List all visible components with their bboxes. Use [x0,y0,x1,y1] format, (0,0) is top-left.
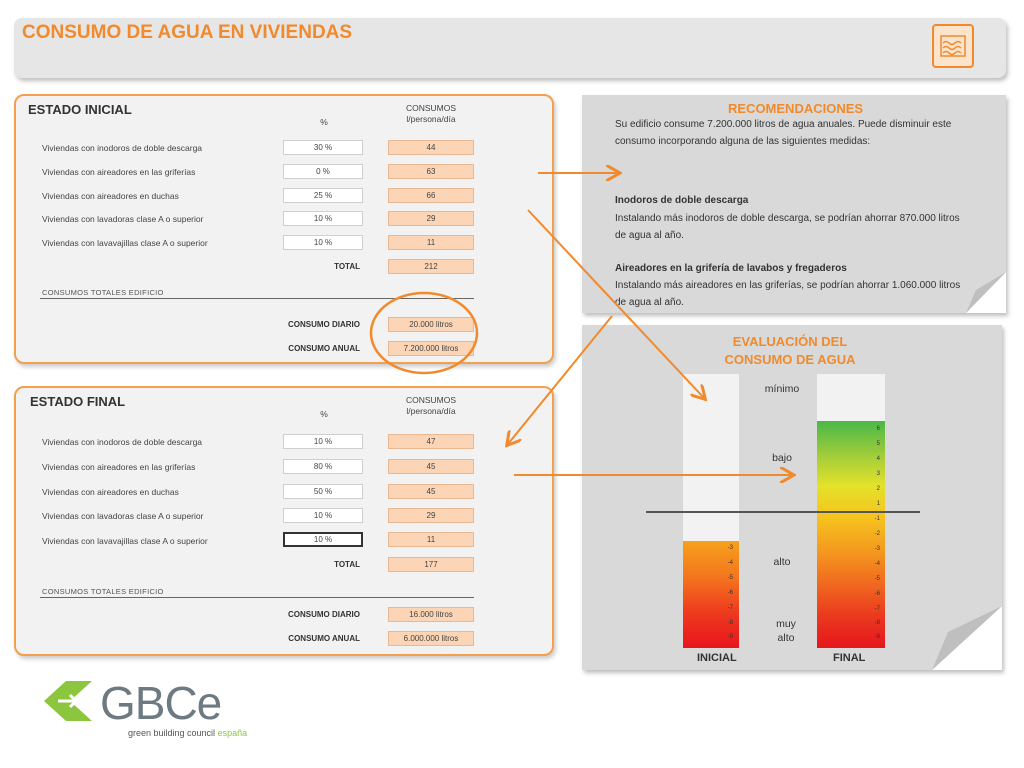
final-tick: -6 [874,591,880,597]
final-tick: -5 [874,576,880,582]
recommendation-text: Instalando más inodoros de doble descarga, se podrían ahorrar 870.000 litros de agua al año. [615,213,960,241]
final-tick: 3 [876,471,880,477]
final-consumption-value: 47 [388,434,474,449]
recommendations-intro: Su edificio consume 7.200.000 litros de agua anuales. Puede disminuir este consumo incorporando alguna de las siguientes medidas: [615,119,952,147]
initial-row-label: Viviendas con aireadores en las griferías [42,167,196,177]
final-row-label: Viviendas con lavadoras clase A o superior [42,511,204,521]
initial-daily-value: 20.000 litros [388,317,474,332]
final-tick: -3 [874,546,880,552]
gbce-leaf-logo-icon [40,676,102,726]
recommendation-heading: Inodoros de doble descarga [615,195,749,206]
final-tick: 5 [876,441,880,447]
initial-consumption-value: 29 [388,211,474,226]
final-row-label: Viviendas con inodoros de doble descarga [42,437,203,447]
final-total-value: 177 [388,557,474,572]
final-row-label: Viviendas con aireadores en duchas [42,487,179,497]
final-tick: -7 [874,606,880,612]
initial-annual-label: CONSUMO ANUAL [288,344,360,353]
final-annual-label: CONSUMO ANUAL [288,634,360,643]
final-state-title: ESTADO FINAL [30,394,126,409]
initial-section-label: CONSUMOS TOTALES EDIFICIO [42,288,164,297]
recommendation-text: Instalando más aireadores en las griferías, se podrían ahorrar 1.060.000 litros de agua al año. [615,280,961,308]
initial-bar-label: INICIAL [697,652,737,664]
arrow-to-final-state [508,316,612,444]
initial-pct-input[interactable]: 30 % [283,140,363,155]
final-bar-label: FINAL [833,652,866,664]
final-section-label: CONSUMOS TOTALES EDIFICIO [42,587,164,596]
final-tick: -9 [874,634,880,640]
final-pct-input[interactable]: 10 % [283,434,363,449]
level-label-min: mínimo [764,383,800,395]
pct-column-header: % [320,117,328,127]
final-row-label: Viviendas con aireadores en las griferías [42,462,196,472]
final-consumption-value: 29 [388,508,474,523]
initial-tick: -9 [727,634,733,640]
initial-tick: -6 [727,590,733,596]
final-pct-input[interactable]: 80 % [283,459,363,474]
initial-consumption-value: 44 [388,140,474,155]
arrow-to-initial-bar [528,210,704,398]
initial-pct-input[interactable]: 10 % [283,211,363,226]
initial-tick: -5 [727,575,733,581]
recommendations-title: RECOMENDACIONES [728,101,864,116]
level-label-high: alto [773,556,791,568]
initial-pct-input[interactable]: 0 % [283,164,363,179]
consumption-column-header: CONSUMOS l/persona/día [405,103,457,124]
initial-tick: -3 [727,545,733,551]
initial-total-label: TOTAL [334,262,360,271]
initial-row-label: Viviendas con lavadoras clase A o superior [42,214,204,224]
final-tick: 2 [876,486,880,492]
level-label-low: bajo [772,452,792,464]
gbce-logo-text: GBCe [100,677,222,729]
consumption-column-header: CONSUMOS l/persona/día [405,395,457,416]
final-tick: 1 [876,501,880,507]
level-label-very-high: muy alto [776,618,796,644]
initial-consumption-value: 63 [388,164,474,179]
final-tick: -4 [874,561,880,567]
final-tick: -2 [874,531,880,537]
page-title: CONSUMO DE AGUA EN VIVIENDAS [22,22,353,43]
final-pct-input[interactable]: 10 % [283,508,363,523]
final-consumption-value: 45 [388,459,474,474]
final-tick: -8 [874,620,880,626]
initial-tick: -7 [727,605,733,611]
final-annual-value: 6.000.000 litros [388,631,474,646]
final-tick: 6 [876,426,880,432]
gbce-logo-subtitle: green building council españa [128,728,248,738]
initial-row-label: Viviendas con lavavajillas clase A o superior [42,238,208,248]
initial-state-title: ESTADO INICIAL [28,102,132,117]
initial-total-value: 212 [388,259,474,274]
final-daily-label: CONSUMO DIARIO [288,610,360,619]
initial-pct-input[interactable]: 10 % [283,235,363,250]
pct-column-header: % [320,409,328,419]
initial-tick: -4 [727,560,733,566]
final-row-label: Viviendas con lavavajillas clase A o superior [42,536,208,546]
final-consumption-value: 45 [388,484,474,499]
final-tick: 4 [876,456,880,462]
final-tick: -1 [874,516,880,522]
final-pct-input-selected[interactable]: 10 % [283,532,363,547]
final-total-label: TOTAL [334,560,360,569]
initial-tick: -8 [727,620,733,626]
final-consumption-value: 11 [388,532,474,547]
initial-daily-label: CONSUMO DIARIO [288,320,360,329]
final-daily-value: 16.000 litros [388,607,474,622]
evaluation-title: EVALUACIÓN DEL CONSUMO DE AGUA [724,334,856,367]
initial-row-label: Viviendas con aireadores en duchas [42,191,179,201]
initial-consumption-value: 11 [388,235,474,250]
highlight-ellipse [371,293,477,373]
recommendation-heading: Aireadores en la grifería de lavabos y fregaderos [615,263,847,274]
initial-row-label: Viviendas con inodoros de doble descarga [42,143,203,153]
initial-pct-input[interactable]: 25 % [283,188,363,203]
initial-consumption-value: 66 [388,188,474,203]
final-pct-input[interactable]: 50 % [283,484,363,499]
initial-annual-value: 7.200.000 litros [388,341,474,356]
